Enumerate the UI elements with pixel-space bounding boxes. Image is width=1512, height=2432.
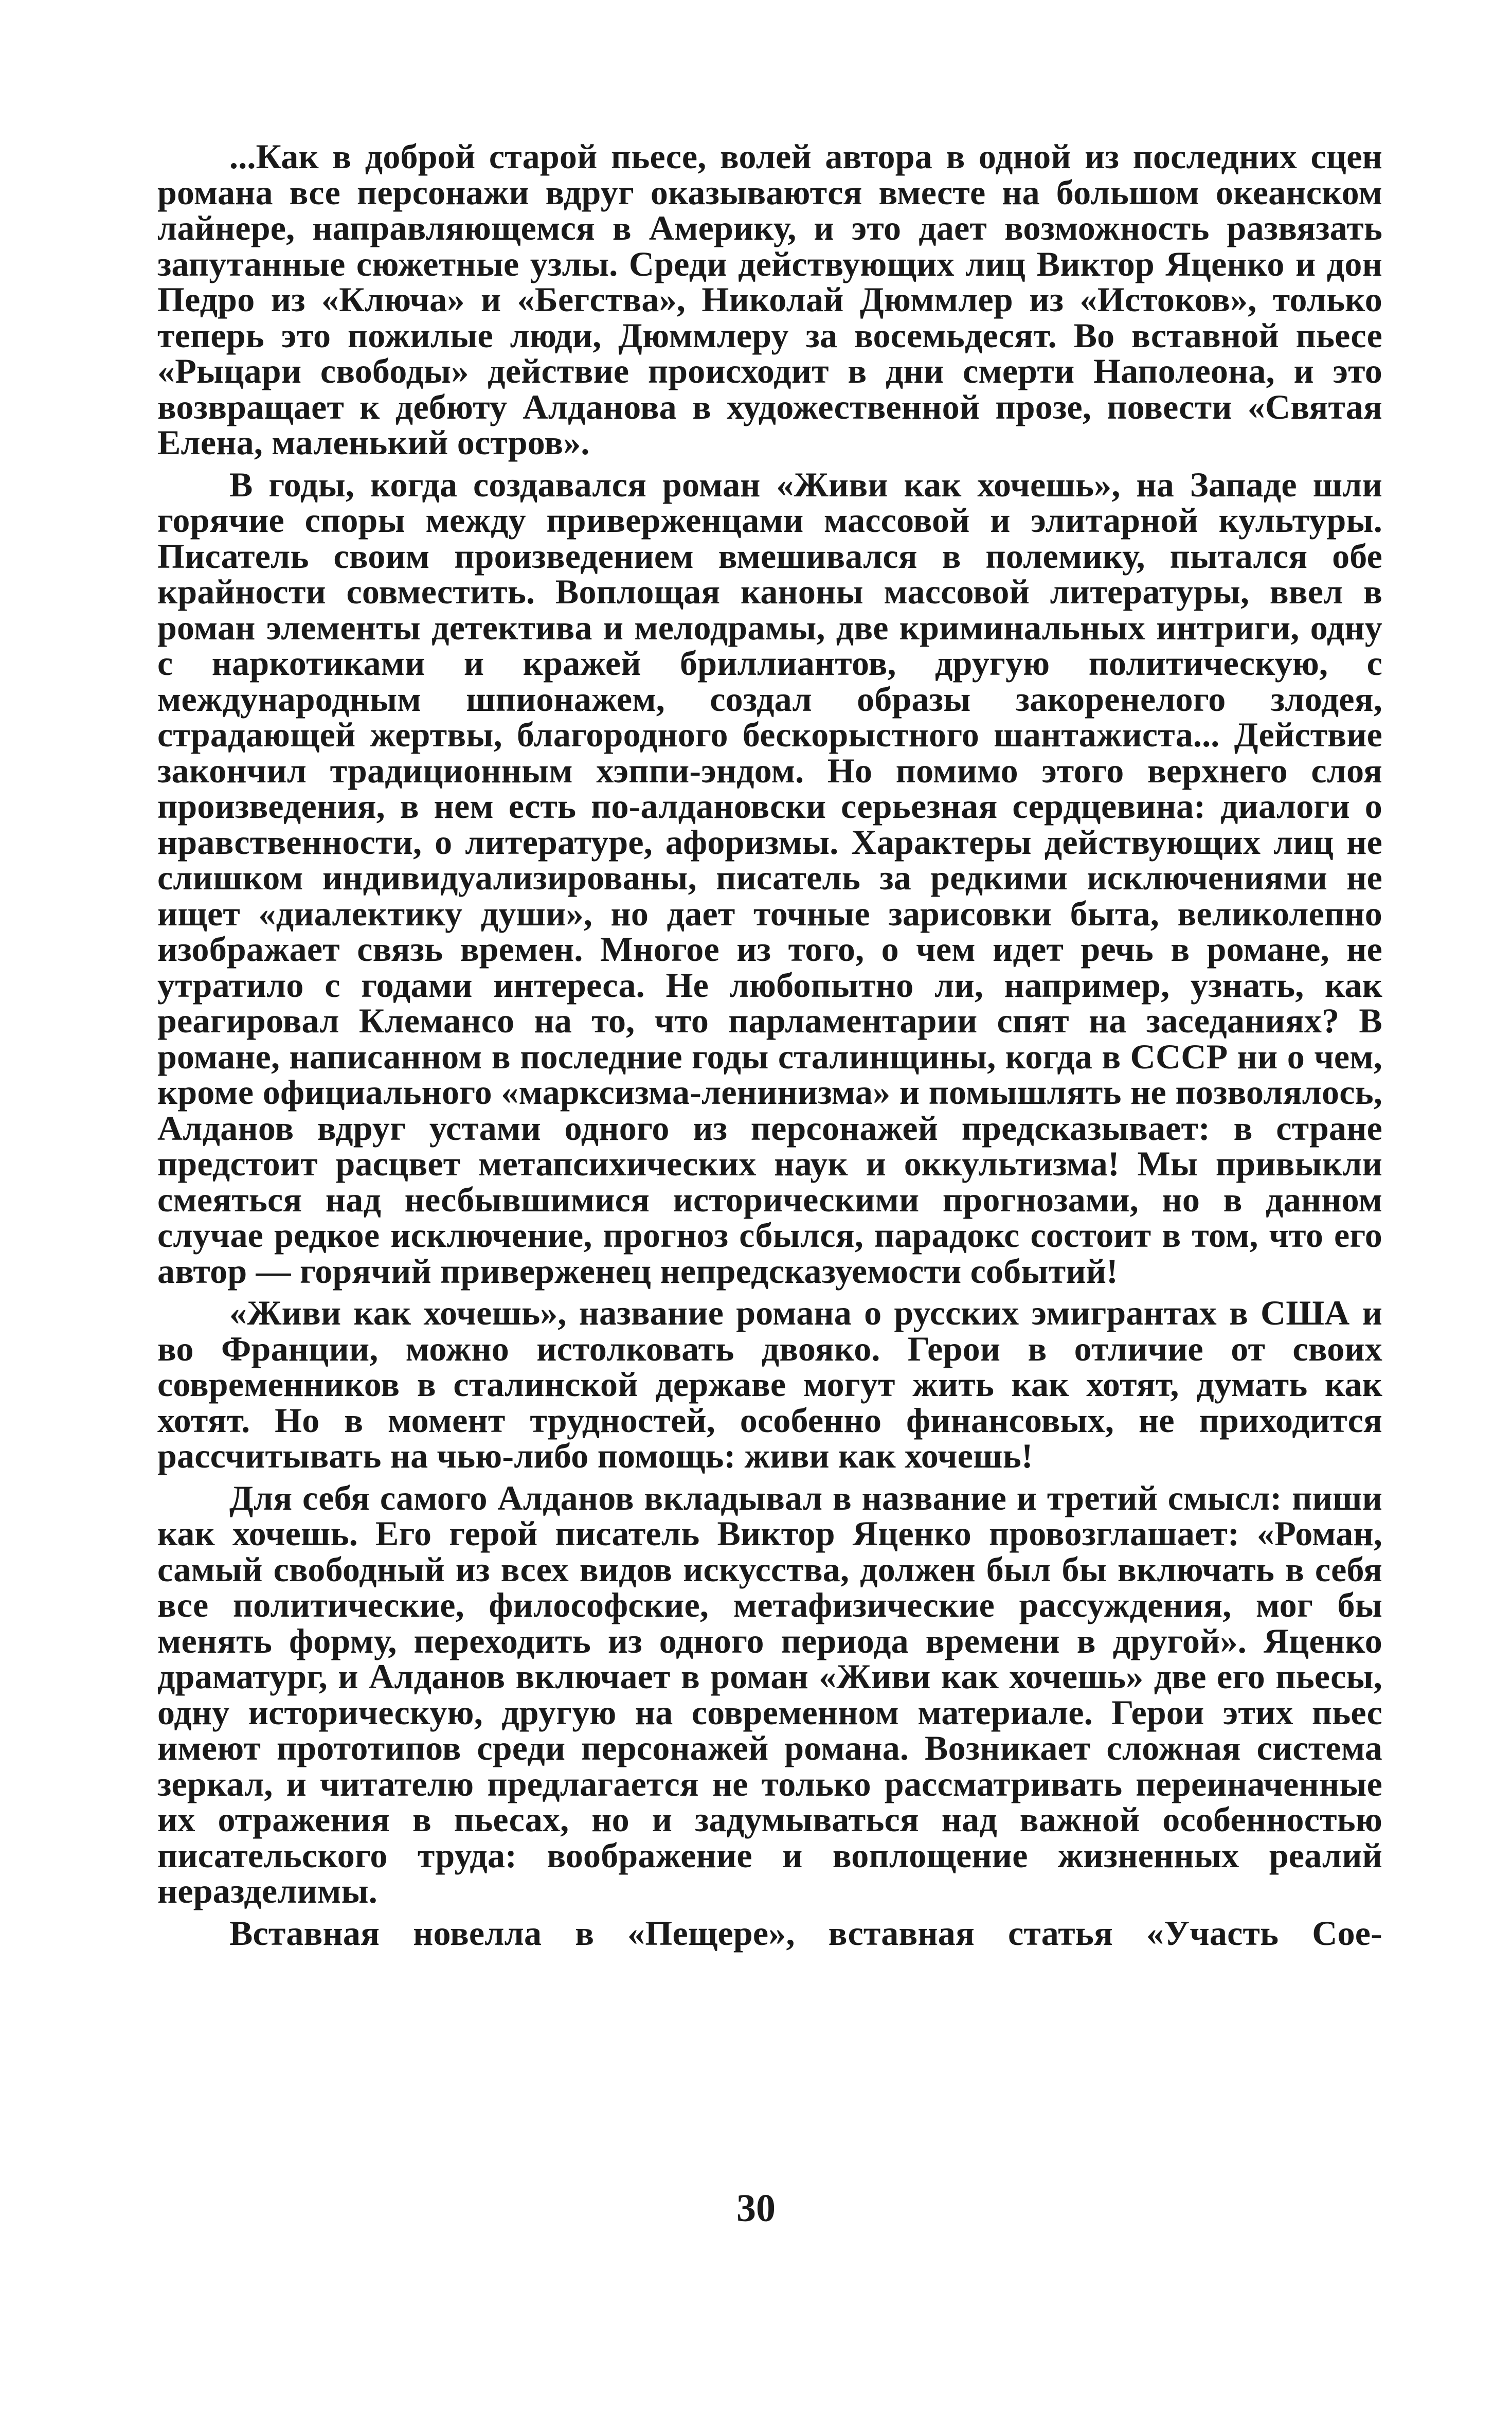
paragraph-3: «Живи как хочешь», название романа о русских эмигрантах в США и во Франции, можно истолковать двояко. Герои в отличие от своих современников в сталинской державе могут жить как хотят, думать как хотят. Но в момент трудностей, особенно финансовых, не приходится рассчитывать на чью-либо помощь: живи как хочешь!	[157, 1293, 1382, 1475]
page-number: 30	[736, 2187, 776, 2230]
paragraph-4: Для себя самого Алданов вкладывал в название и третий смысл: пиши как хочешь. Его герой писатель Виктор Яценко провозглашает: «Роман, самый свободный из всех видов искусства, должен был бы включать в себя все политические, философские, метафизические рассуждения, мог бы менять форму, переходить из одного периода времени в другой». Яценко драматург, и Алданов включает в роман «Живи как хочешь» две его пьесы, одну историческую, другую на современном материале. Герои этих пьес имеют прототипов среди персонажей романа. Возникает сложная система зеркал, и читателю предлагается не только рассматривать переиначенные их отражения в пьесах, но и задумываться над важной особенностью писательского труда: воображение и воплощение жизненных реалий неразделимы.	[157, 1478, 1382, 1910]
paragraph-5: Вставная новелла в «Пещере», вставная статья «Участь Сое-	[229, 1913, 1382, 1953]
page-body	[157, 139, 1382, 1951]
paragraph-2: В годы, когда создавался роман «Живи как хочешь», на Западе шли горячие споры между приверженцами массовой и элитарной культуры. Писатель своим произведением вмешивался в полемику, пытался обе крайности совместить. Воплощая каноны массовой литературы, ввел в роман элементы детектива и мелодрамы, две криминальных интриги, одну с наркотиками и кражей бриллиантов, другую политическую, с международным шпионажем, создал образы закоренелого злодея, страдающей жертвы, благородного бескорыстного шантажиста... Действие закончил традиционным хэппи-эндом. Но помимо этого верхнего слоя произведения, в нем есть по-алдановски серьезная сердцевина: диалоги о нравственности, о литературе, афоризмы. Характеры действующих лиц не слишком индивидуализированы, писатель за редкими исключениями не ищет «диалектику души», но дает точные зарисовки быта, великолепно изображает связь времен. Многое из того, о чем идет речь в романе, не утратило с годами интереса. Не любопытно ли, например, узнать, как реагировал Клемансо на то, что парламентарии спят на заседаниях? В романе, написанном в последние годы сталинщины, когда в СССР ни о чем, кроме официального «марксизма-ленинизма» и помышлять не позволялось, Алданов вдруг устами одного из персонажей предсказывает: в стране предстоит расцвет метапсихических наук и оккультизма! Мы привыкли смеяться над несбывшимися историческими прогнозами, но в данном случае редкое исключение, прогноз сбылся, парадокс состоит в том, что его автор — горячий приверженец непредсказуемости событий!	[157, 464, 1382, 1291]
text-block	[157, 139, 1382, 1951]
paragraph-1: ...Как в доброй старой пьесе, волей автора в одной из последних сцен романа все персонажи вдруг оказываются вместе на большом океанском лайнере, направляющемся в Америку, и это дает возможность развязать запутанные сюжетные узлы. Среди действующих лиц Виктор Яценко и дон Педро из «Ключа» и «Бегства», Николай Дюммлер из «Истоков», только теперь это пожилые люди, Дюммлеру за восемьдесят. Во вставной пьесе «Рыцари свободы» действие происходит в дни смерти Наполеона, и это возвращает к дебюту Алданова в художественной прозе, повести «Святая Елена, маленький остров».	[157, 137, 1382, 462]
